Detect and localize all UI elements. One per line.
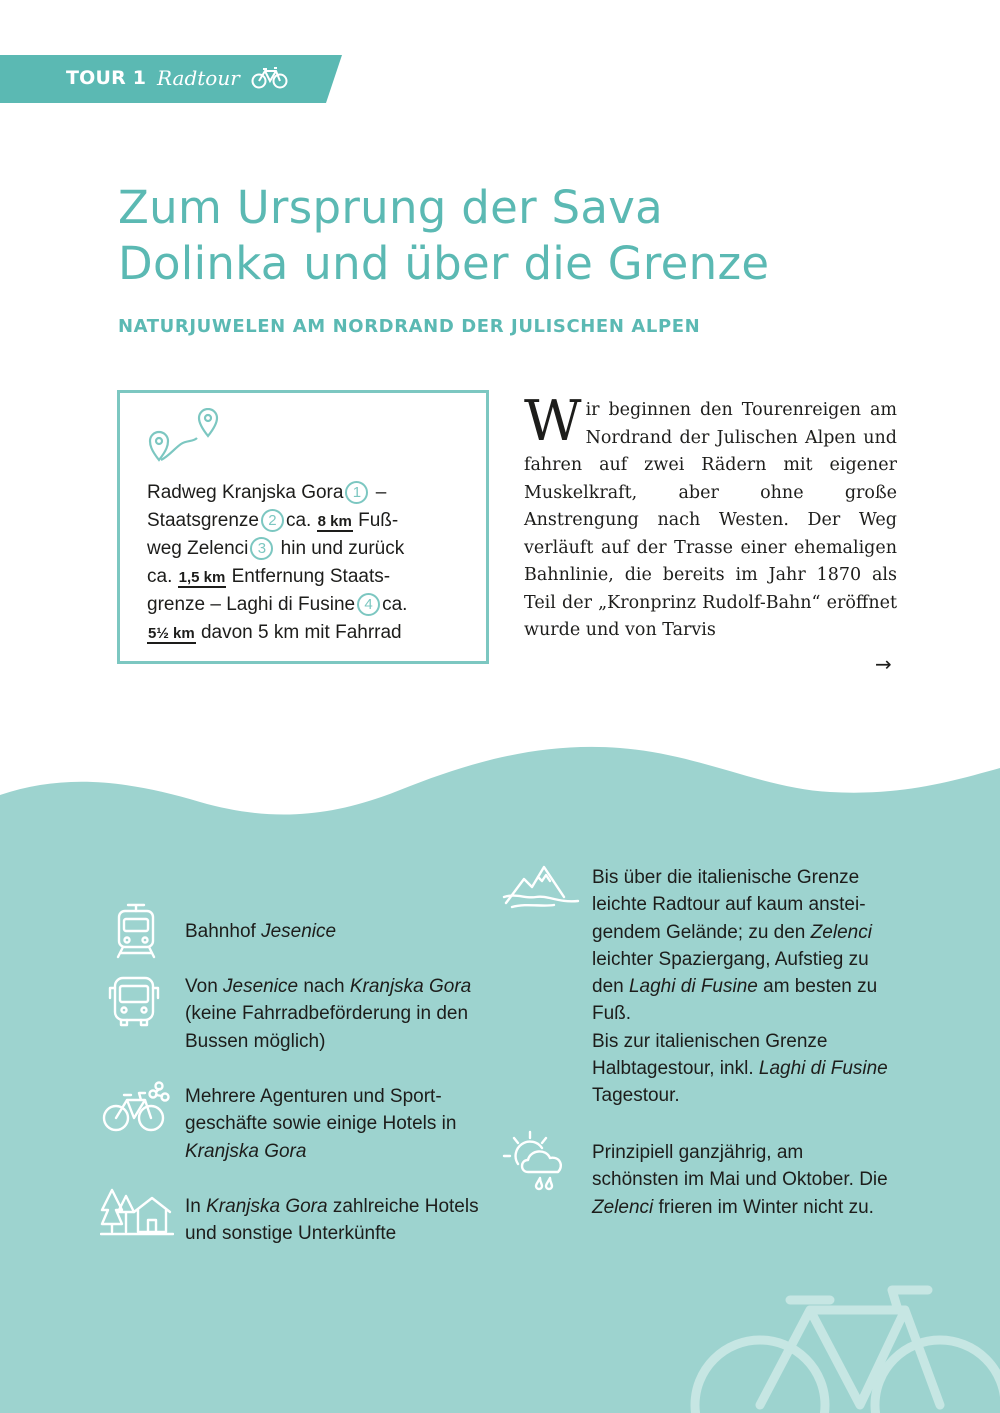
- place-name: Jesenice: [223, 976, 299, 997]
- continue-arrow-icon[interactable]: →: [875, 652, 892, 676]
- route-segment-6: grenze – Laghi di Fusine: [147, 594, 356, 615]
- place-name: Kranjska Gora: [349, 976, 472, 997]
- fact-text-part: frieren im Winter nicht zu.: [653, 1196, 874, 1218]
- approx-label: ca.: [382, 594, 408, 615]
- distance-2: 1,5 km: [178, 568, 226, 586]
- route-segment-7: davon 5 km mit Fahrrad: [200, 621, 402, 643]
- bike-rental-icon: [101, 1080, 171, 1136]
- title-line-2: Dolinka und über die Grenze: [118, 237, 770, 290]
- place-name: Kranjska Gora: [185, 1140, 307, 1162]
- page-subtitle: NATURJUWELEN AM NORDRAND DER JULISCHEN ALPEN: [118, 316, 701, 337]
- fact-bus: [185, 973, 505, 1055]
- fact-text-part: am besten zu Fuß.: [592, 976, 878, 1025]
- place-name: Laghi di Fusine: [628, 976, 758, 998]
- waypoint-marker-4: 4: [357, 593, 380, 616]
- route-map-pin-icon: [147, 408, 222, 463]
- bicycle-icon: [251, 66, 289, 90]
- fact-text-part: Prinzipiell ganzjährig, am schönsten im Mai und Oktober. Die: [592, 1142, 888, 1191]
- approx-label: ca.: [147, 565, 173, 587]
- tour-number: TOUR 1: [66, 67, 147, 89]
- route-segment-3a: Fuß-: [358, 509, 399, 531]
- approx-label: ca.: [285, 509, 312, 531]
- fact-text-part: Tagestour.: [592, 1085, 680, 1107]
- accommodation-icon: [100, 1186, 174, 1238]
- place-name: Laghi di Fusine: [758, 1058, 888, 1080]
- place-name: Jesenice: [261, 921, 337, 942]
- fact-arrival: [185, 918, 505, 945]
- route-segment-4: hin und zurück: [280, 538, 405, 559]
- tour-type: Radtour: [157, 66, 240, 90]
- route-description: [147, 479, 462, 647]
- fact-text-part: Bis über die italienische Grenze leichte Radtour auf kaum anstei-gendem Gelände; zu den: [592, 867, 866, 943]
- waypoint-marker-3: 3: [250, 537, 273, 560]
- fact-text-part: leichter Spaziergang, Aufstieg zu den: [592, 948, 869, 998]
- fact-text-part: nach: [298, 976, 350, 997]
- page-title: [118, 180, 878, 292]
- weather-icon: [500, 1130, 580, 1192]
- fact-season: [592, 1139, 892, 1221]
- route-segment-3b: weg Zelenci: [147, 538, 249, 559]
- waypoint-marker-2: 2: [261, 509, 284, 532]
- waypoint-marker-1: 1: [345, 481, 368, 504]
- place-name: Zelenci: [810, 921, 872, 943]
- intro-paragraph: [524, 389, 897, 645]
- route-segment-1: Radweg Kranjska Gora: [147, 482, 344, 503]
- fact-text-part: (keine Fahrradbeförderung in den Bussen möglich): [185, 1003, 469, 1052]
- route-info-box: [117, 390, 489, 664]
- fact-text-part: Von: [185, 976, 224, 997]
- mountain-icon: [502, 863, 582, 909]
- route-segment-5: Entfernung Staats-: [231, 565, 391, 587]
- fact-bike-rental: [185, 1083, 505, 1165]
- place-name: Zelenci: [592, 1196, 654, 1218]
- bus-icon: [107, 974, 161, 1028]
- decorative-bicycle-icon: [690, 1280, 1000, 1413]
- place-name: Kranjska Gora: [206, 1196, 328, 1217]
- train-icon: [113, 903, 159, 959]
- intro-text: ir beginnen den Tourenreigen am Nordrand der Julischen Alpen und fahren auf zwei Rädern mit eigener Muskelkraft, aber ohne große Anstrengung nach Westen. Der Weg verläuft auf der Trasse einer ehemaligen Bahnlinie, die bereits im Jahr 1870 als Teil der „Kronprinz Rudolf-Bahn“ eröffnet wurde und von Tarvis: [524, 400, 897, 640]
- fact-accommodation: [185, 1193, 505, 1248]
- fact-text-part: Mehrere Agenturen und Sport-geschäfte sowie einige Hotels in: [185, 1086, 457, 1135]
- distance-3: 5½ km: [148, 624, 195, 642]
- fact-text-part: Bis zur italienischen Grenze Halbtagestour, inkl.: [592, 1030, 828, 1080]
- route-segment-2: Staatsgrenze: [147, 509, 259, 531]
- distance-1: 8 km: [317, 512, 352, 530]
- title-line-1: Zum Ursprung der Sava: [118, 181, 664, 234]
- fact-text-part: Bahnhof: [185, 921, 262, 942]
- route-dash: –: [375, 482, 387, 503]
- fact-difficulty: [592, 864, 897, 1110]
- fact-text-part: zahlreiche Hotels und sonstige Unterkünfte: [185, 1196, 479, 1245]
- drop-cap: W: [524, 389, 582, 454]
- fact-text-part: In: [185, 1196, 207, 1217]
